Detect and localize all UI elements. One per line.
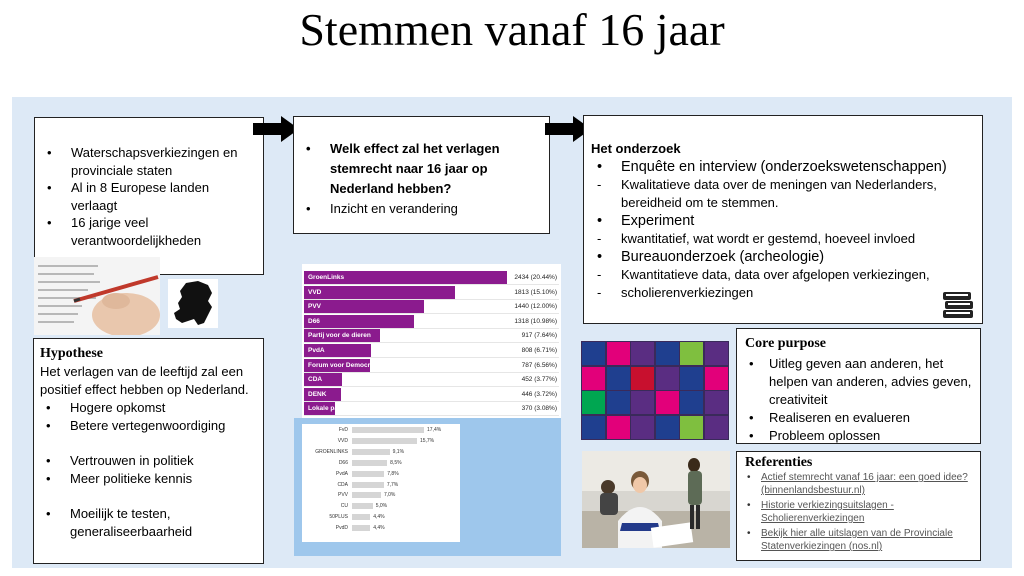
chart-bar-value: 787 (6.56%)	[521, 361, 557, 369]
chart-bar-value: 7,8%	[387, 470, 399, 477]
chart-bar-label: CU	[340, 503, 348, 510]
poster-tile	[631, 416, 654, 439]
election-posters-photo	[581, 341, 729, 440]
poster-tile	[656, 367, 679, 390]
method-item: • Enquête en interview (onderzoekswetenschappen)	[591, 158, 974, 176]
hypothesis-list	[40, 399, 257, 435]
chart-bar-row	[302, 447, 460, 458]
core-purpose-box	[736, 328, 981, 444]
poster-tile	[705, 367, 728, 390]
chart-bar-label: PvdA	[336, 470, 348, 477]
chart-bar-value: 8,5%	[390, 459, 402, 466]
poster-tile	[631, 342, 654, 365]
student-election-chart	[302, 424, 460, 542]
books-icon	[940, 288, 976, 320]
list-item: • Moeilijk te testen, generaliseerbaarheid	[40, 505, 257, 541]
classroom-photo	[582, 451, 730, 548]
chart-bar	[352, 427, 424, 433]
list-item: • Realiseren en evalueren	[745, 409, 972, 427]
hypothesis-box	[33, 338, 264, 564]
poster-tile	[680, 367, 703, 390]
chart-bar-label: GroenLinks	[308, 274, 345, 281]
research-methods-box	[583, 115, 983, 324]
list-item: • Inzicht en verandering	[300, 199, 543, 219]
chart-bar-label: D66	[308, 317, 320, 325]
box-heading: Het onderzoek	[591, 141, 681, 156]
reference-link[interactable]: • Historie verkiezingsuitslagen - Scholierenverkiezingen	[745, 499, 974, 525]
method-detail: - Kwantitatieve data, data over afgelopen verkiezingen,	[591, 266, 974, 284]
chart-bar	[304, 286, 455, 299]
chart-bar-row	[302, 388, 561, 402]
chart-bar-row	[302, 425, 460, 436]
method-detail: - scholierenverkiezingen	[591, 284, 974, 302]
references-list	[745, 471, 974, 553]
poster-tile	[680, 416, 703, 439]
list-item: • Al in 8 Europese landen verlaagt	[41, 179, 255, 214]
page-title: Stemmen vanaf 16 jaar	[299, 4, 725, 55]
chart-bar-row	[302, 315, 561, 329]
chart-bar-value: 808 (6.71%)	[521, 347, 557, 354]
research-question-box	[293, 116, 550, 234]
chart-bar-row	[302, 300, 561, 314]
chart-bar	[352, 503, 373, 509]
chart-bar-label: PvdD	[335, 525, 348, 532]
hypothesis-text: Het verlagen van de leeftijd zal een positief effect hebben op Nederland.	[40, 364, 249, 397]
poster-tile	[631, 367, 654, 390]
election-results-chart	[302, 264, 561, 418]
chart-bar-value: 452 (3.77%)	[521, 376, 557, 384]
list-item: • Hogere opkomst	[40, 399, 257, 417]
chart-bar	[352, 460, 387, 466]
chart-bar	[304, 315, 414, 328]
chart-bar	[352, 449, 390, 455]
method-detail: - kwantitatief, wat wordt er gestemd, hoeveel invloed	[591, 230, 974, 248]
poster-tile	[705, 391, 728, 414]
chart-bar-value: 1440 (12.00%)	[514, 303, 557, 311]
chart-bar-label: CDA	[337, 481, 348, 488]
chart-bar	[352, 514, 370, 520]
chart-bar-row	[302, 458, 460, 469]
box-heading: Hypothese	[40, 346, 103, 361]
chart-bar-label: Forum voor Democratie	[308, 361, 382, 369]
chart-bar-value: 5,0%	[375, 503, 388, 510]
chart-bar-label: FvD	[338, 427, 348, 433]
chart-bar-label: PVV	[308, 303, 322, 311]
chart-bar-row	[302, 469, 460, 480]
voting-ballot-photo	[34, 257, 160, 335]
chart-bar-value: 446 (3.72%)	[521, 390, 557, 398]
chart-bar-value: 1813 (15.10%)	[514, 288, 557, 296]
references-box	[736, 451, 981, 561]
chart-bar-label: PvdA	[308, 347, 325, 354]
chart-bar-value: 17,4%	[427, 427, 442, 433]
poster-tile	[582, 416, 605, 439]
chart-bar-row	[302, 286, 561, 300]
reference-link[interactable]: • Actief stemrecht vanaf 16 jaar: een goed idee? (binnenlandsbestuur.nl)	[745, 471, 974, 497]
core-purpose-list	[745, 355, 972, 445]
chart-bar-label: 50PLUS	[329, 514, 348, 521]
poster-tile	[582, 342, 605, 365]
box-heading: Referenties	[745, 455, 813, 470]
chart-bar-label: Partij voor de dieren	[308, 332, 371, 340]
chart-bar-row	[302, 436, 460, 447]
chart-bar-label: VVD	[337, 437, 348, 444]
chart-bar-value: 15,7%	[419, 437, 435, 444]
list-item: • 16 jarige veel verantwoordelijkheden	[41, 214, 255, 249]
chart-bar	[352, 482, 384, 488]
chart-bar-label: Lokale partijen	[308, 405, 354, 413]
chart-bar	[304, 300, 424, 313]
chart-bar-label: VVD	[308, 288, 322, 296]
poster-tile	[607, 416, 630, 439]
chart-bar-row	[302, 373, 561, 387]
poster-tile	[582, 391, 605, 414]
reference-link[interactable]: • Bekijk hier alle uitslagen van de Provinciale Statenverkiezingen (nos.nl)	[745, 527, 974, 553]
list-item: • Uitleg geven aan anderen, het helpen van anderen, advies geven, creativiteit	[745, 355, 972, 409]
chart-bar-value: 917 (7.64%)	[521, 332, 557, 340]
chart-bar-value: 2434 (20.44%)	[514, 274, 557, 281]
poster-tile	[705, 416, 728, 439]
chart-bar-row	[302, 402, 561, 416]
chart-bar-row	[302, 329, 561, 343]
poster-tile	[680, 391, 703, 414]
chart-bar-label: CDA	[308, 376, 323, 384]
chart-bar-row	[302, 480, 460, 491]
chart-bar-value: 7,7%	[386, 481, 399, 488]
list-item: • Meer politieke kennis	[40, 470, 257, 488]
chart-bar-value: 4,4%	[373, 514, 385, 521]
chart-bar-row	[302, 271, 561, 285]
method-item: • Bureauonderzoek (archeologie)	[591, 248, 974, 266]
chart-bar-value: 1318 (10.98%)	[514, 317, 557, 325]
method-detail: - Kwalitatieve data over de meningen van Nederlanders, bereidheid om te stemmen.	[591, 176, 974, 212]
chart-bar-value: 370 (3.08%)	[521, 405, 557, 413]
chart-bar-label: D66	[338, 459, 348, 466]
poster-tile	[631, 391, 654, 414]
chart-bar-value: 9,1%	[392, 448, 405, 455]
chart-bar-label: PVV	[337, 492, 348, 499]
chart-bar-value: 4,4%	[373, 525, 385, 532]
chart-bar	[352, 471, 384, 477]
poster-tile	[680, 342, 703, 365]
chart-bar-row	[302, 359, 561, 373]
question-list	[300, 139, 543, 219]
context-list	[41, 144, 255, 249]
chart-bar-row	[302, 490, 460, 501]
chart-bar-row	[302, 501, 460, 512]
list-item: • Vertrouwen in politiek	[40, 452, 257, 470]
list-item: • Waterschapsverkiezingen en provinciale staten	[41, 144, 255, 179]
method-item: • Experiment	[591, 212, 974, 230]
poster-tile	[656, 391, 679, 414]
list-item: • Probleem oplossen	[745, 427, 972, 445]
chart-bar-row	[302, 512, 460, 523]
poster-tile	[607, 391, 630, 414]
poster-tile	[607, 367, 630, 390]
poster-tile	[656, 342, 679, 365]
poster-tile	[582, 367, 605, 390]
chart-bar	[352, 492, 381, 498]
chart-bar-label: GROENLINKS	[315, 448, 348, 455]
list-item: • Betere vertegenwoordiging	[40, 417, 257, 435]
chart-bar-value: 7,0%	[383, 492, 396, 499]
chart-bar-label: DENK	[308, 390, 327, 398]
chart-bar	[352, 438, 417, 444]
chart-bar	[352, 525, 370, 531]
poster-tile	[656, 416, 679, 439]
chart-bar-row	[302, 344, 561, 358]
box-heading: Core purpose	[745, 336, 827, 351]
poster-tile	[705, 342, 728, 365]
poster-tile	[607, 342, 630, 365]
chart-bar-row	[302, 523, 460, 534]
context-box	[34, 117, 264, 275]
netherlands-map-icon	[168, 279, 218, 328]
research-question: • Welk effect zal het verlagen stemrecht naar 16 jaar op Nederland hebben?	[300, 139, 543, 199]
